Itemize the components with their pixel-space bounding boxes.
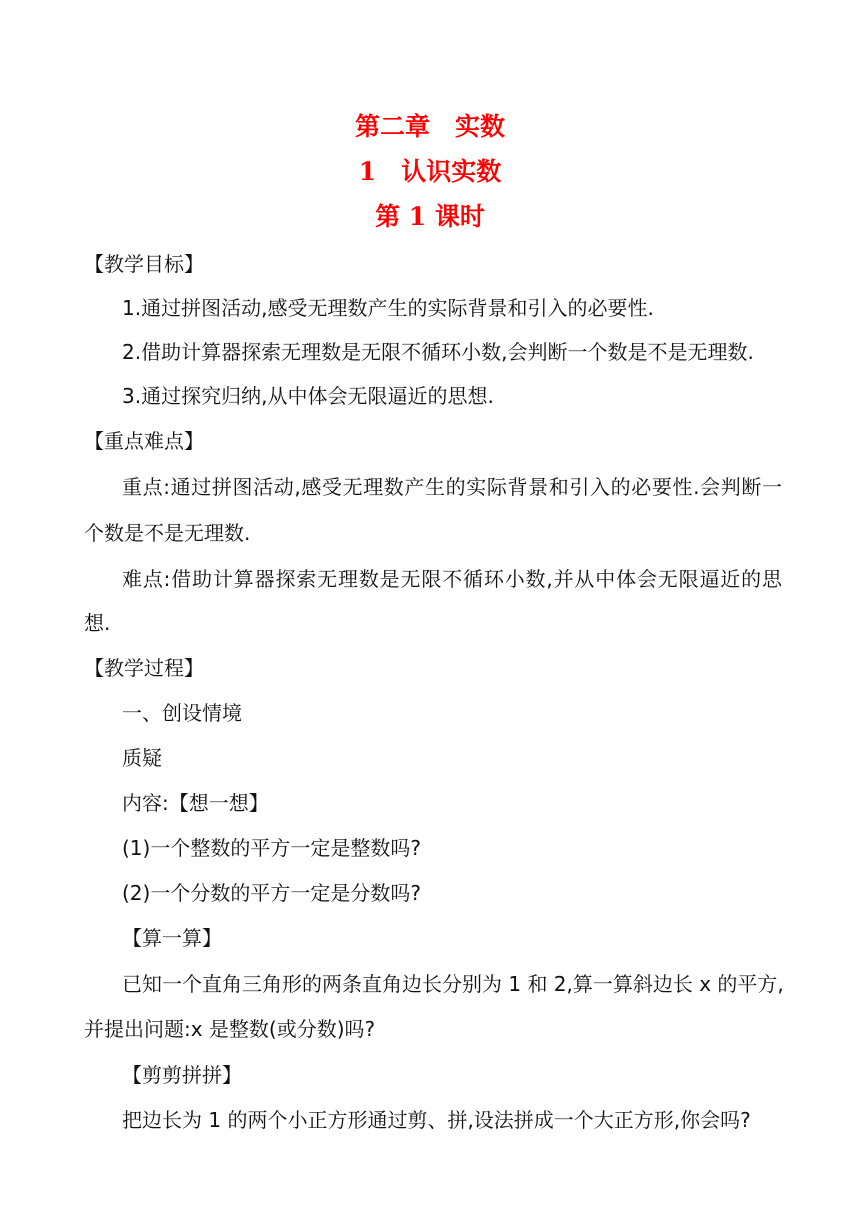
objective-item-2: 2.借助计算器探索无理数是无限不循环小数,会判断一个数是不是无理数.: [122, 340, 754, 364]
cut-paragraph-line-1: 把边长为 1 的两个小正方形通过剪、拼,设法拼成一个大正方形,你会吗?: [122, 1108, 751, 1132]
question-2: (2)一个分数的平方一定是分数吗?: [122, 881, 421, 905]
calc-heading: 【算一算】: [122, 926, 222, 950]
chapter-title: 第二章 实数: [354, 112, 505, 141]
objectives-heading: 【教学目标】: [84, 252, 204, 276]
process-heading: 【教学过程】: [84, 656, 204, 680]
question-label: 质疑: [122, 746, 162, 770]
objective-item-1: 1.通过拼图活动,感受无理数产生的实际背景和引入的必要性.: [122, 296, 654, 320]
difficulty-paragraph-line-1: 难点:借助计算器探索无理数是无限不循环小数,并从中体会无限逼近的思: [122, 567, 782, 591]
difficulty-paragraph-line-2: 想.: [84, 611, 111, 635]
focus-paragraph-line-1: 重点:通过拼图活动,感受无理数产生的实际背景和引入的必要性.会判断一: [122, 475, 782, 499]
focus-paragraph-line-2: 个数是不是无理数.: [84, 521, 251, 545]
calc-paragraph-line-2: 并提出问题:x 是整数(或分数)吗?: [84, 1017, 376, 1041]
process-step-1: 一、创设情境: [122, 701, 242, 725]
content-label: 内容:【想一想】: [122, 791, 269, 815]
question-1: (1)一个整数的平方一定是整数吗?: [122, 836, 421, 860]
objective-item-3: 3.通过探究归纳,从中体会无限逼近的思想.: [122, 384, 494, 408]
key-points-heading: 【重点难点】: [84, 429, 204, 453]
cut-heading: 【剪剪拼拼】: [122, 1063, 242, 1087]
lesson-title: 第 1 课时: [375, 202, 485, 231]
calc-paragraph-line-1: 已知一个直角三角形的两条直角边长分别为 1 和 2,算一算斜边长 x 的平方,: [122, 972, 784, 996]
section-title: 1 认识实数: [358, 157, 502, 186]
